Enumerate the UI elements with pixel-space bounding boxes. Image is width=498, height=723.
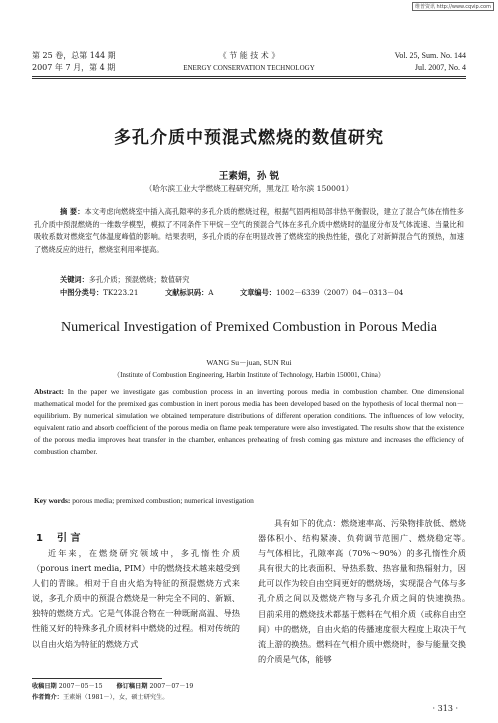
clc-value: TK223.21: [103, 288, 139, 297]
section-heading: [36, 529, 80, 544]
abstract-en: [34, 386, 464, 458]
abstract-text-cn: 本文考虑向燃烧室中插入高孔隙率的多孔介质的燃烧过程，根据气固两相局部非热平衡假设，建立了混合气体在惰性多孔介质中预混燃烧的一维数学模型，模拟了不同条件下甲烷－空气的预混合气体在多孔介质中燃烧时的温度分布及气体流速、当量比和吸收系数对燃烧室气体温度峰值的影响。结果表明，多孔介质的存在明显改善了燃烧室的换热性能，强化了对新鲜混合气的预热，加速了燃烧反应的进行，燃烧室利用率提高。: [34, 207, 464, 254]
keywords-label-cn: 关键词：: [60, 275, 89, 284]
footnote-author: [32, 693, 168, 703]
volume-info: 第 25 卷，总第 144 期: [32, 51, 116, 60]
abstract-text-en: In the paper we investigate gas combustion process in an inverting porous media in combustion chamber. One dimensional mathematical model for the premixed gas combustion in inert porous media has been developed based on the hypothesis of local thermal non－equilibrium. By numerical simulation we obtained temperature distributions of different operation conditions. The influences of low velocity, equivalent ratio and absorb coefficient of the porous media on flame peak temperature were also investigated. The results show that the existence of the porous media improves heat transfer in the chamber, enhances preheating of fresh coming gas mixture and increases the efficiency of combustion chamber.: [34, 387, 464, 456]
intro-column-right: 具有如下的优点：燃烧速率高、污染物排放低、燃烧器体积小、结构紧凑、负荷调节范围广、燃烧稳定等。 与气体相比，孔隙率高（70%～90%）的多孔惰性介质具有很大的比表面积、导热系数、热容量和热辐射力，因此可以作为较自由空间更好的燃烧场，实现混合气体与多孔介质之间以及燃烧产物与多孔介质之间的快速换热。 目前采用的燃烧技术都基于燃料在气相介质（或称自由空间）中的燃烧，自由火焰的传播速度很大程度上取决于气流上游的换热。燃料在气相介质中燃烧时，参与能量交换的介质是气体，能够: [258, 518, 483, 664]
footnote-rule: [32, 678, 162, 679]
affiliation-cn: （哈尔滨工业大学燃烧工程研究所，黑龙江 哈尔滨 150001）: [144, 184, 354, 193]
volume-info-en: Vol. 25, Sum. No. 144: [394, 51, 466, 60]
section-title: 引 言: [56, 533, 81, 544]
classification-line: [60, 287, 480, 300]
issue-info-en: Jul. 2007, No. 4: [414, 63, 466, 72]
received-date: 2007－05－15: [58, 683, 103, 690]
journal-name-cn: 《 节 能 技 术 》: [218, 51, 280, 60]
affiliation-en: （Institute of Combustion Engineering, Harbin Institute of Technology, Harbin 150001, China）: [113, 371, 385, 379]
doc-code-label: 文献标识码：: [165, 288, 209, 297]
page-number: · 313 ·: [432, 704, 458, 713]
article-title-en: Numerical Investigation of Premixed Combustion in Porous Media: [60, 320, 437, 335]
author-bio-label: 作者简介：: [32, 694, 63, 701]
abstract-label-cn: 摘 要：: [60, 207, 85, 216]
source-stamp: 维普资讯 http://www.cqvip.com: [412, 2, 494, 11]
revised-date: 2007－07－19: [149, 683, 194, 690]
authors-cn: 王素娟，孙 锐: [218, 171, 280, 182]
authors-en: WANG Su－juan, SUN Rui: [206, 358, 292, 367]
received-label: 收稿日期: [32, 683, 57, 690]
keywords-text-en: porous media; premixed combustion; numerical investigation: [70, 496, 254, 505]
header-rule-thin: [32, 78, 466, 79]
article-no-value: 1002－6339（2007）04－0313－04: [275, 288, 404, 297]
keywords-text-cn: 多孔介质；预混燃烧；数值研究: [88, 275, 190, 284]
revised-label: 修订稿日期: [116, 683, 148, 690]
issue-info: 2007 年 7 月，第 4 期: [32, 63, 116, 72]
author-bio: 王素娟（1981－），女，硕士研究生。: [62, 694, 169, 701]
journal-name-en: ENERGY CONSERVATION TECHNOLOGY: [183, 64, 315, 72]
article-title-cn: 多孔介质中预混式燃烧的数值研究: [114, 128, 384, 148]
keywords-label-en: Key words:: [34, 496, 71, 505]
footnote-dates: [32, 682, 193, 692]
doc-code-value: A: [208, 288, 214, 297]
keywords-en: [34, 495, 464, 507]
header-rule: [32, 76, 466, 77]
abstract-cn: [34, 206, 464, 256]
clc-label: 中图分类号：: [60, 288, 104, 297]
intro-column-left: 近年来，在燃烧研究领域中，多孔惰性介质（porous inert media, PIM）中的燃烧技术越来越受到人们的青睐。相对于自由火焰为特征的预混燃烧方式来说，多孔介质中的预混合燃烧是一种完全不同的、新颖、独特的燃烧方式。它是气体混合物在一种既耐高温、导热性能又好的特殊多孔介质材料中燃烧的过程。相对传统的以自由火焰为特征的燃烧方式: [32, 548, 240, 649]
article-no-label: 文章编号：: [240, 288, 276, 297]
keywords-cn: [60, 274, 460, 287]
abstract-label-en: Abstract:: [34, 387, 64, 396]
section-number: 1: [36, 533, 43, 544]
